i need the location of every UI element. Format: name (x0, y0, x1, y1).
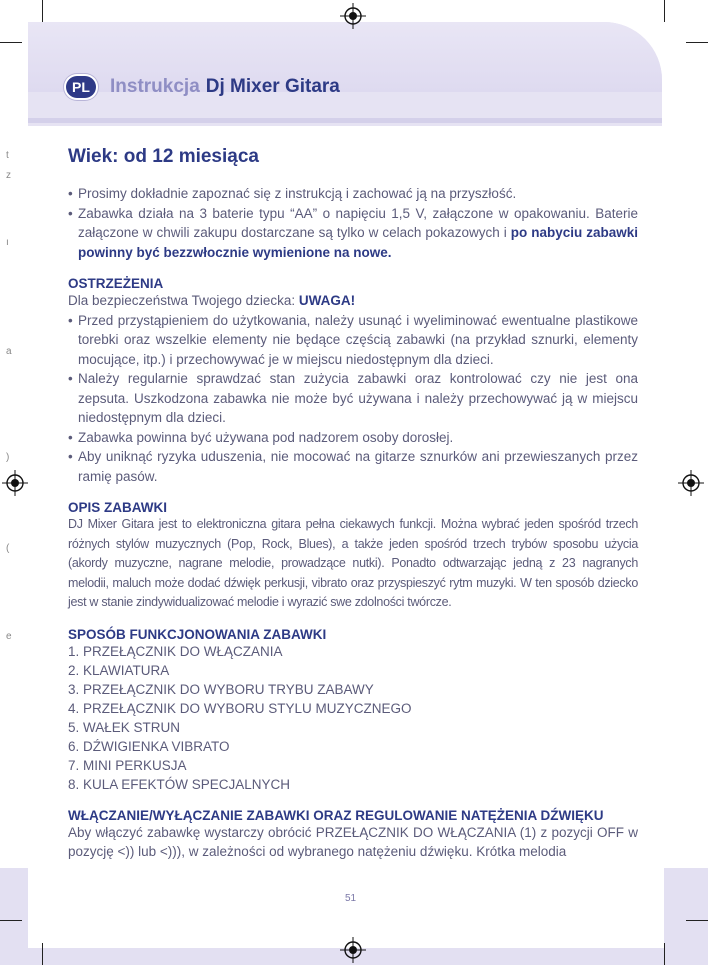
warnings-title: OSTRZEŻENIA (68, 276, 164, 291)
edge-mark: a (6, 346, 12, 357)
list-item: 6. DŹWIGIENKA VIBRATO (68, 738, 230, 754)
crop-mark (42, 943, 43, 965)
registration-mark-icon (340, 937, 366, 963)
functions-title: SPOSÓB FUNKCJONOWANIA ZABAWKI (68, 626, 327, 642)
registration-mark-icon (678, 470, 704, 496)
list-item-bold: po nabyciu zabawki powinny być bezzwłocznie wymienione na nowe. (78, 225, 638, 260)
list-item: • Zabawka powinna być używana pod nadzorem osoby dorosłej. (68, 428, 638, 448)
page-header (66, 72, 340, 102)
list-item: 5. WAŁEK STRUN (68, 719, 181, 735)
crop-mark (686, 920, 708, 921)
warnings-intro-text: Dla bezpieczeństwa Twojego dziecka: (68, 293, 299, 308)
list-item-text: Zabawka działa na 3 baterie typu “AA” o napięciu 1,5 V, załączone w opakowaniu. Baterie załączone w chwili zakupu dostarczane są tylko w celach pokazowych i (78, 205, 638, 240)
list-item: 7. MINI PERKUSJA (68, 757, 187, 773)
warnings-list (68, 311, 638, 487)
edge-mark: ı (6, 237, 9, 248)
list-item: 2. KLAWIATURA (68, 662, 170, 678)
functions-list (68, 642, 638, 794)
crop-mark (686, 42, 708, 43)
crop-mark (664, 943, 665, 965)
list-item: • Aby uniknąć ryzyka uduszenia, nie mocować na gitarze sznurków ani przewieszanych przez ramię pasów. (68, 447, 638, 486)
list-item: • Przed przystąpieniem do użytkowania, należy usunąć i wyeliminować ewentualne plastikowe torebki oraz wszelkie elementy nie będące częścią zabawki (na przykład sznurki, elementy mocujące, itp.) i przechowywać je w miejscu niedostępnym dla dzieci. (68, 311, 638, 370)
onoff-text: Aby włączyć zabawkę wystarczy obrócić PRZEŁĄCZNIK DO WŁĄCZANIA (1) z pozycji OFF w pozycję <)) lub <))), w zależności od wybranego natężeniu dźwięku. Krótka melodia (68, 824, 638, 859)
list-item: 1. PRZEŁĄCZNIK DO WŁĄCZANIA (68, 643, 283, 659)
edge-mark: ( (6, 543, 10, 554)
registration-mark-icon (2, 470, 28, 496)
list-item: • Prosimy dokładnie zapoznać się z instrukcją i zachować ją na przyszłość. (68, 184, 638, 204)
warnings-intro-bold: UWAGA! (298, 293, 356, 308)
list-item (68, 204, 638, 263)
list-item: 4. PRZEŁĄCZNIK DO WYBORU STYLU MUZYCZNEGO (68, 700, 412, 716)
onoff-title: WŁĄCZANIE/WYŁĄCZANIE ZABAWKI ORAZ REGULOWANIE NATĘŻENIA DŹWIĘKU (68, 807, 604, 823)
edge-mark: ) (6, 452, 10, 463)
age-list (68, 184, 638, 262)
edge-mark: z (6, 170, 11, 181)
language-badge: PL (66, 76, 96, 98)
edge-mark: e (6, 631, 12, 642)
crop-mark (664, 0, 665, 22)
list-item: 3. PRZEŁĄCZNIK DO WYBORU TRYBU ZABAWY (68, 681, 374, 697)
edge-mark: t (6, 150, 9, 161)
list-item: 8. KULA EFEKTÓW SPECJALNYCH (68, 776, 291, 792)
registration-mark-icon (340, 3, 366, 29)
description-text: DJ Mixer Gitara jest to elektroniczna gitara pełna ciekawych funkcji. Można wybrać jeden spośród trzech różnych stylów muzycznych (Pop, Rock, Blues), a także jeden spośród trzech trybów sposobu użycia (akordy muzyczne, nagrane melodie, prowadzące nutki). Ponadto odtwarzając jedną z 23 nagranych melodii, maluch może dodać dźwięk perkusji, vibrato oraz przyspieszyć rytm muzyki. W ten sposób dziecko jest w stanie zindywidualizować melodie i wyrazić swe zdolności twórcze. (68, 517, 638, 609)
age-title: Wiek: od 12 miesiąca (68, 146, 259, 167)
crop-mark (0, 920, 22, 921)
header-stripe (28, 118, 662, 123)
description-title: OPIS ZABAWKI (68, 500, 168, 515)
warnings-intro (68, 291, 638, 311)
header-title-prefix: Instrukcja (110, 76, 200, 97)
crop-mark (42, 0, 43, 22)
header-title-product: Dj Mixer Gitara (205, 76, 340, 97)
list-item: • Należy regularnie sprawdzać stan zużycia zabawki oraz kontrolować czy nie jest ona zepsuta. Uszkodzona zabawka nie może być używana i należy przechowywać ją w miejscu niedostępnym dla dzieci. (68, 369, 638, 428)
main-content (68, 146, 638, 862)
page-number: 51 (345, 893, 357, 904)
crop-mark (0, 42, 22, 43)
